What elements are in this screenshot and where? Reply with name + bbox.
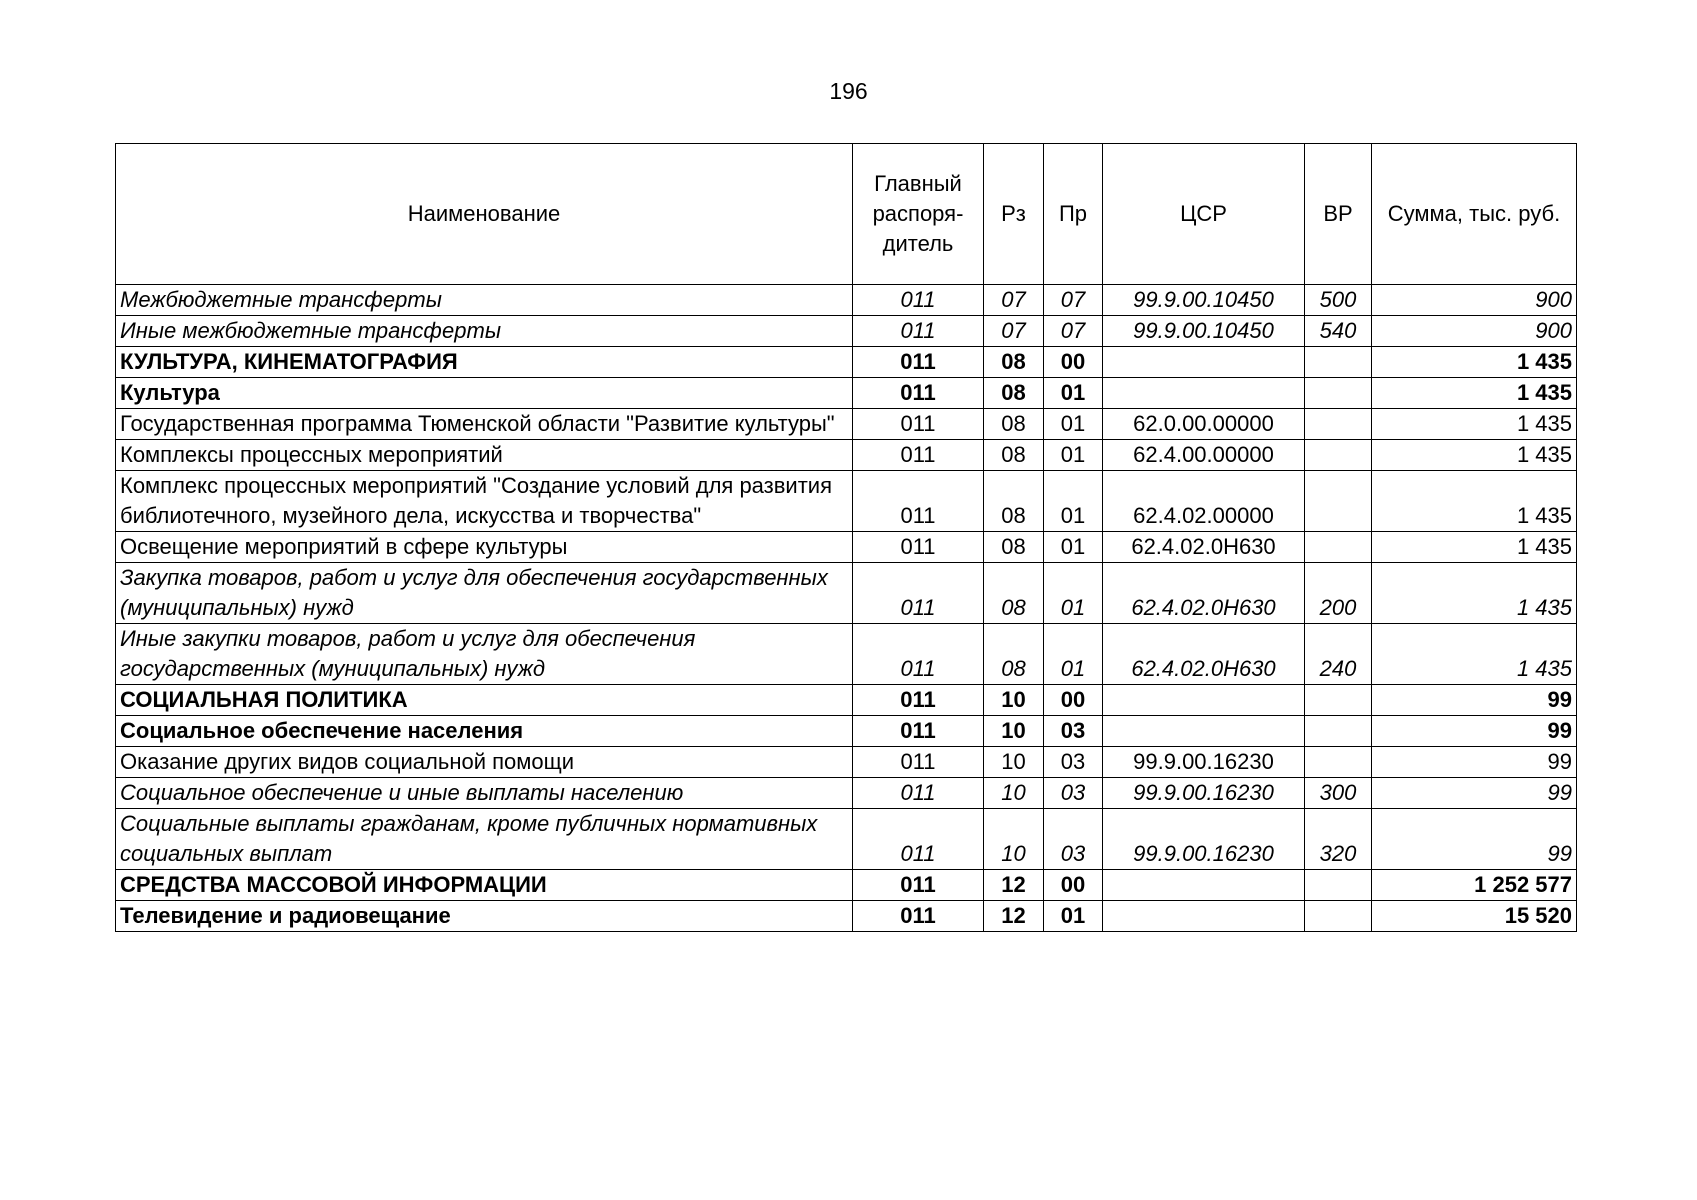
cell-main-manager: 011 (853, 440, 984, 471)
header-name: Наименование (116, 144, 853, 285)
cell-vr (1305, 870, 1372, 901)
cell-csr (1103, 716, 1305, 747)
cell-name: Межбюджетные трансферты (116, 285, 853, 316)
table-row (116, 378, 1577, 409)
cell-csr: 62.4.02.0Н630 (1103, 563, 1305, 624)
cell-csr (1103, 378, 1305, 409)
cell-pr: 01 (1044, 440, 1103, 471)
cell-main-manager: 011 (853, 778, 984, 809)
cell-vr (1305, 716, 1372, 747)
cell-vr (1305, 409, 1372, 440)
cell-sum: 1 435 (1372, 624, 1577, 685)
cell-csr: 99.9.00.16230 (1103, 747, 1305, 778)
cell-sum: 15 520 (1372, 901, 1577, 932)
cell-name: Оказание других видов социальной помощи (116, 747, 853, 778)
cell-sum: 900 (1372, 316, 1577, 347)
cell-sum: 99 (1372, 716, 1577, 747)
header-main-manager: Главный распоря-дитель (853, 144, 984, 285)
table-row (116, 901, 1577, 932)
cell-rz: 08 (984, 563, 1044, 624)
cell-rz: 07 (984, 316, 1044, 347)
cell-sum: 99 (1372, 778, 1577, 809)
header-csr: ЦСР (1103, 144, 1305, 285)
cell-rz: 10 (984, 685, 1044, 716)
cell-rz: 08 (984, 532, 1044, 563)
cell-main-manager: 011 (853, 532, 984, 563)
cell-csr (1103, 685, 1305, 716)
table-row (116, 716, 1577, 747)
cell-sum: 99 (1372, 747, 1577, 778)
cell-pr: 03 (1044, 716, 1103, 747)
cell-name: КУЛЬТУРА, КИНЕМАТОГРАФИЯ (116, 347, 853, 378)
table-row (116, 809, 1577, 870)
cell-sum: 1 252 577 (1372, 870, 1577, 901)
cell-vr: 300 (1305, 778, 1372, 809)
cell-pr: 07 (1044, 316, 1103, 347)
cell-sum: 1 435 (1372, 471, 1577, 532)
cell-name: Иные межбюджетные трансферты (116, 316, 853, 347)
cell-vr (1305, 471, 1372, 532)
cell-sum: 1 435 (1372, 378, 1577, 409)
cell-pr: 03 (1044, 809, 1103, 870)
cell-main-manager: 011 (853, 347, 984, 378)
cell-name: СРЕДСТВА МАССОВОЙ ИНФОРМАЦИИ (116, 870, 853, 901)
header-rz: Рз (984, 144, 1044, 285)
cell-csr: 62.4.02.0Н630 (1103, 532, 1305, 563)
cell-pr: 01 (1044, 624, 1103, 685)
table-row (116, 440, 1577, 471)
header-sum: Сумма, тыс. руб. (1372, 144, 1577, 285)
cell-main-manager: 011 (853, 901, 984, 932)
cell-rz: 08 (984, 409, 1044, 440)
cell-vr (1305, 347, 1372, 378)
cell-vr (1305, 532, 1372, 563)
cell-pr: 03 (1044, 778, 1103, 809)
cell-sum: 900 (1372, 285, 1577, 316)
cell-main-manager: 011 (853, 685, 984, 716)
header-row (116, 144, 1577, 285)
cell-name: Комплексы процессных мероприятий (116, 440, 853, 471)
cell-csr: 99.9.00.16230 (1103, 778, 1305, 809)
cell-pr: 01 (1044, 532, 1103, 563)
cell-pr: 01 (1044, 901, 1103, 932)
cell-main-manager: 011 (853, 563, 984, 624)
table-row (116, 285, 1577, 316)
table-row (116, 532, 1577, 563)
cell-name: Комплекс процессных мероприятий "Создание условий для развития библиотечного, музейного дела, искусства и творчества" (116, 471, 853, 532)
cell-pr: 01 (1044, 563, 1103, 624)
cell-main-manager: 011 (853, 716, 984, 747)
cell-vr (1305, 440, 1372, 471)
cell-main-manager: 011 (853, 471, 984, 532)
cell-rz: 10 (984, 716, 1044, 747)
cell-sum: 99 (1372, 685, 1577, 716)
cell-name: Социальные выплаты гражданам, кроме публичных нормативных социальных выплат (116, 809, 853, 870)
cell-rz: 08 (984, 347, 1044, 378)
cell-main-manager: 011 (853, 316, 984, 347)
table-row (116, 471, 1577, 532)
cell-pr: 01 (1044, 378, 1103, 409)
cell-pr: 00 (1044, 347, 1103, 378)
cell-rz: 10 (984, 778, 1044, 809)
table-row (116, 685, 1577, 716)
cell-pr: 01 (1044, 409, 1103, 440)
cell-pr: 00 (1044, 870, 1103, 901)
table-body (116, 285, 1577, 932)
cell-main-manager: 011 (853, 378, 984, 409)
cell-main-manager: 011 (853, 747, 984, 778)
cell-csr (1103, 901, 1305, 932)
cell-vr: 500 (1305, 285, 1372, 316)
cell-rz: 07 (984, 285, 1044, 316)
cell-main-manager: 011 (853, 285, 984, 316)
cell-sum: 99 (1372, 809, 1577, 870)
cell-main-manager: 011 (853, 409, 984, 440)
cell-name: Освещение мероприятий в сфере культуры (116, 532, 853, 563)
cell-vr (1305, 747, 1372, 778)
cell-csr: 99.9.00.10450 (1103, 316, 1305, 347)
cell-vr: 200 (1305, 563, 1372, 624)
cell-rz: 10 (984, 747, 1044, 778)
header-pr: Пр (1044, 144, 1103, 285)
cell-rz: 12 (984, 901, 1044, 932)
header-vr: ВР (1305, 144, 1372, 285)
cell-pr: 01 (1044, 471, 1103, 532)
table-row (116, 347, 1577, 378)
cell-vr (1305, 685, 1372, 716)
cell-rz: 08 (984, 624, 1044, 685)
page-number: 196 (829, 78, 868, 104)
cell-sum: 1 435 (1372, 347, 1577, 378)
cell-csr (1103, 870, 1305, 901)
cell-csr: 62.0.00.00000 (1103, 409, 1305, 440)
cell-vr (1305, 378, 1372, 409)
cell-name: Социальное обеспечение и иные выплаты населению (116, 778, 853, 809)
cell-rz: 12 (984, 870, 1044, 901)
cell-sum: 1 435 (1372, 409, 1577, 440)
cell-csr: 62.4.02.0Н630 (1103, 624, 1305, 685)
cell-csr: 62.4.02.00000 (1103, 471, 1305, 532)
cell-rz: 08 (984, 440, 1044, 471)
cell-pr: 03 (1044, 747, 1103, 778)
cell-name: Иные закупки товаров, работ и услуг для обеспечения государственных (муниципальных) нужд (116, 624, 853, 685)
cell-main-manager: 011 (853, 870, 984, 901)
cell-vr: 540 (1305, 316, 1372, 347)
table-row (116, 409, 1577, 440)
table-row (116, 747, 1577, 778)
table-row (116, 778, 1577, 809)
cell-name: СОЦИАЛЬНАЯ ПОЛИТИКА (116, 685, 853, 716)
cell-name: Закупка товаров, работ и услуг для обеспечения государственных (муниципальных) нужд (116, 563, 853, 624)
cell-csr (1103, 347, 1305, 378)
cell-vr: 240 (1305, 624, 1372, 685)
table-row (116, 316, 1577, 347)
table-row (116, 870, 1577, 901)
cell-csr: 99.9.00.10450 (1103, 285, 1305, 316)
cell-name: Социальное обеспечение населения (116, 716, 853, 747)
table-row (116, 563, 1577, 624)
cell-csr: 62.4.00.00000 (1103, 440, 1305, 471)
cell-rz: 10 (984, 809, 1044, 870)
table-row (116, 624, 1577, 685)
cell-name: Государственная программа Тюменской области "Развитие культуры" (116, 409, 853, 440)
cell-name: Телевидение и радиовещание (116, 901, 853, 932)
table-header (116, 144, 1577, 285)
cell-pr: 00 (1044, 685, 1103, 716)
cell-csr: 99.9.00.16230 (1103, 809, 1305, 870)
cell-rz: 08 (984, 378, 1044, 409)
cell-pr: 07 (1044, 285, 1103, 316)
cell-rz: 08 (984, 471, 1044, 532)
cell-main-manager: 011 (853, 809, 984, 870)
cell-sum: 1 435 (1372, 532, 1577, 563)
cell-sum: 1 435 (1372, 440, 1577, 471)
cell-main-manager: 011 (853, 624, 984, 685)
cell-vr (1305, 901, 1372, 932)
cell-vr: 320 (1305, 809, 1372, 870)
cell-name: Культура (116, 378, 853, 409)
budget-table (115, 143, 1577, 932)
cell-sum: 1 435 (1372, 563, 1577, 624)
